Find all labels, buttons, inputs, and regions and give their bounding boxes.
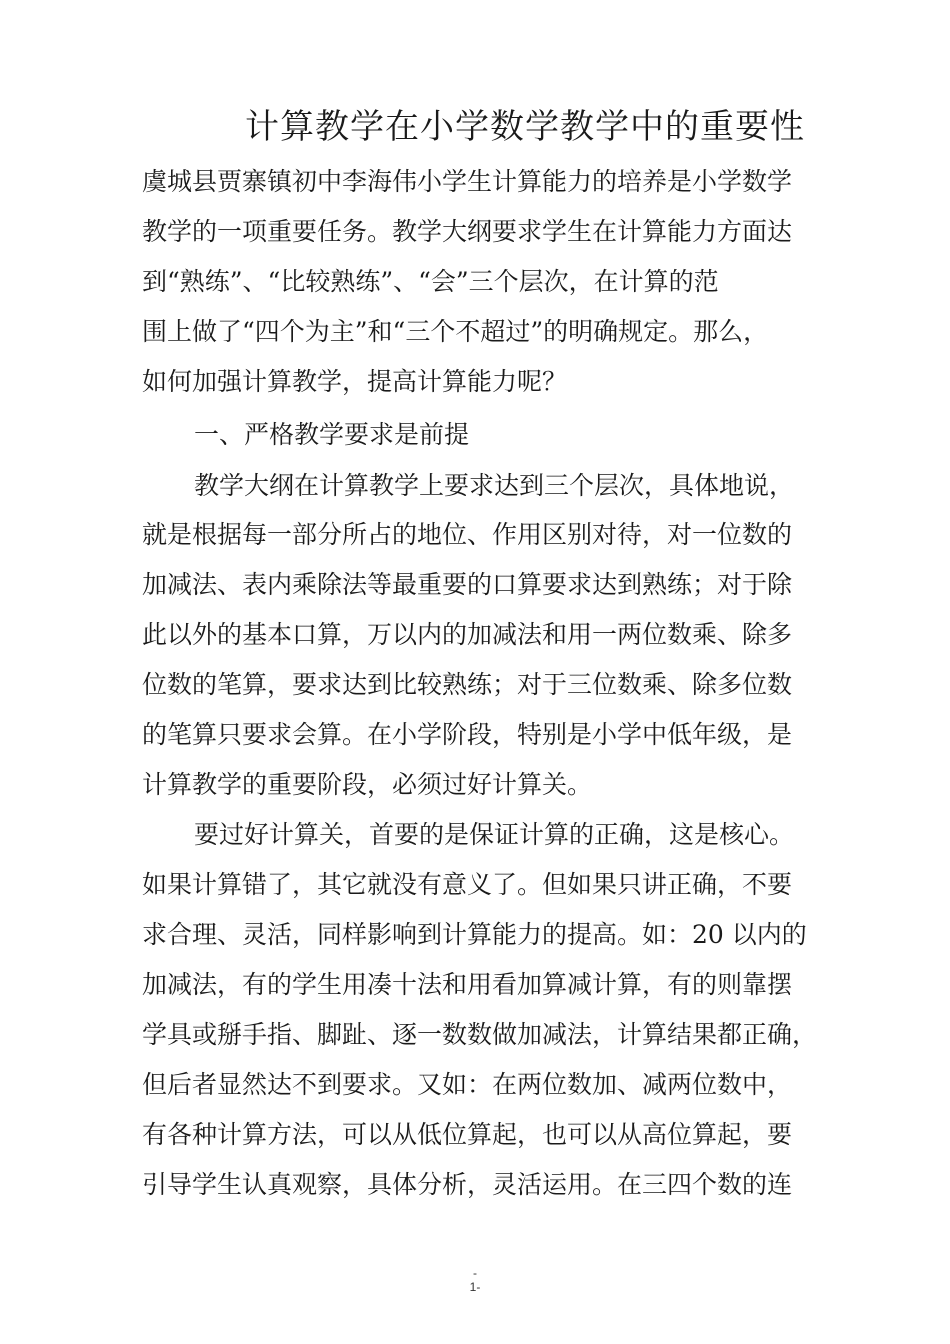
text-line: 要过好计算关，首要的是保证计算的正确，这是核心。 <box>194 820 795 849</box>
text-line: 教学的一项重要任务。教学大纲要求学生在计算能力方面达 <box>142 217 793 246</box>
text-line: 学具或掰手指、脚趾、逐一数数做加减法，计算结果都正确， <box>142 1020 818 1049</box>
page-number: 1- <box>469 1280 481 1294</box>
page-title: 计算教学在小学数学教学中的重要性 <box>245 107 805 147</box>
text-line: 虞城县贾寨镇初中李海伟小学生计算能力的培养是小学数学 <box>142 167 793 196</box>
text-line: 此以外的基本口算，万以内的加减法和用一两位数乘、除多 <box>142 620 793 649</box>
page-number-dash: - <box>473 1266 477 1280</box>
text-line: 如何加强计算教学，提高计算能力呢？ <box>142 367 568 396</box>
text-line: 如果计算错了，其它就没有意义了。但如果只讲正确，不要 <box>142 870 793 899</box>
text-line: 但后者显然达不到要求。又如：在两位数加、减两位数中， <box>142 1070 793 1099</box>
text-line: 加减法、表内乘除法等最重要的口算要求达到熟练；对于除 <box>142 570 793 599</box>
text-line: 求合理、灵活，同样影响到计算能力的提高。如：20 以内的 <box>142 920 807 949</box>
text-line: 有各种计算方法，可以从低位算起，也可以从高位算起，要 <box>142 1120 793 1149</box>
text-line: 就是根据每一部分所占的地位、作用区别对待，对一位数的 <box>142 520 793 549</box>
text-line: 围上做了“四个为主”和“三个不超过”的明确规定。那么， <box>142 317 769 346</box>
text-line: 计算教学的重要阶段，必须过好计算关。 <box>142 770 593 799</box>
text-line: 位数的笔算，要求达到比较熟练；对于三位数乘、除多位数 <box>142 670 793 699</box>
text-line: 加减法，有的学生用凑十法和用看加算减计算，有的则靠摆 <box>142 970 793 999</box>
text-line: 教学大纲在计算教学上要求达到三个层次，具体地说， <box>194 471 795 500</box>
section-heading: 一、严格教学要求是前提 <box>194 420 470 449</box>
text-line: 引导学生认真观察，具体分析，灵活运用。在三四个数的连 <box>142 1170 793 1199</box>
text-line: 的笔算只要求会算。在小学阶段，特别是小学中低年级，是 <box>142 720 793 749</box>
text-line: 到“熟练”、“比较熟练”、“会”三个层次，在计算的范 <box>142 267 719 296</box>
